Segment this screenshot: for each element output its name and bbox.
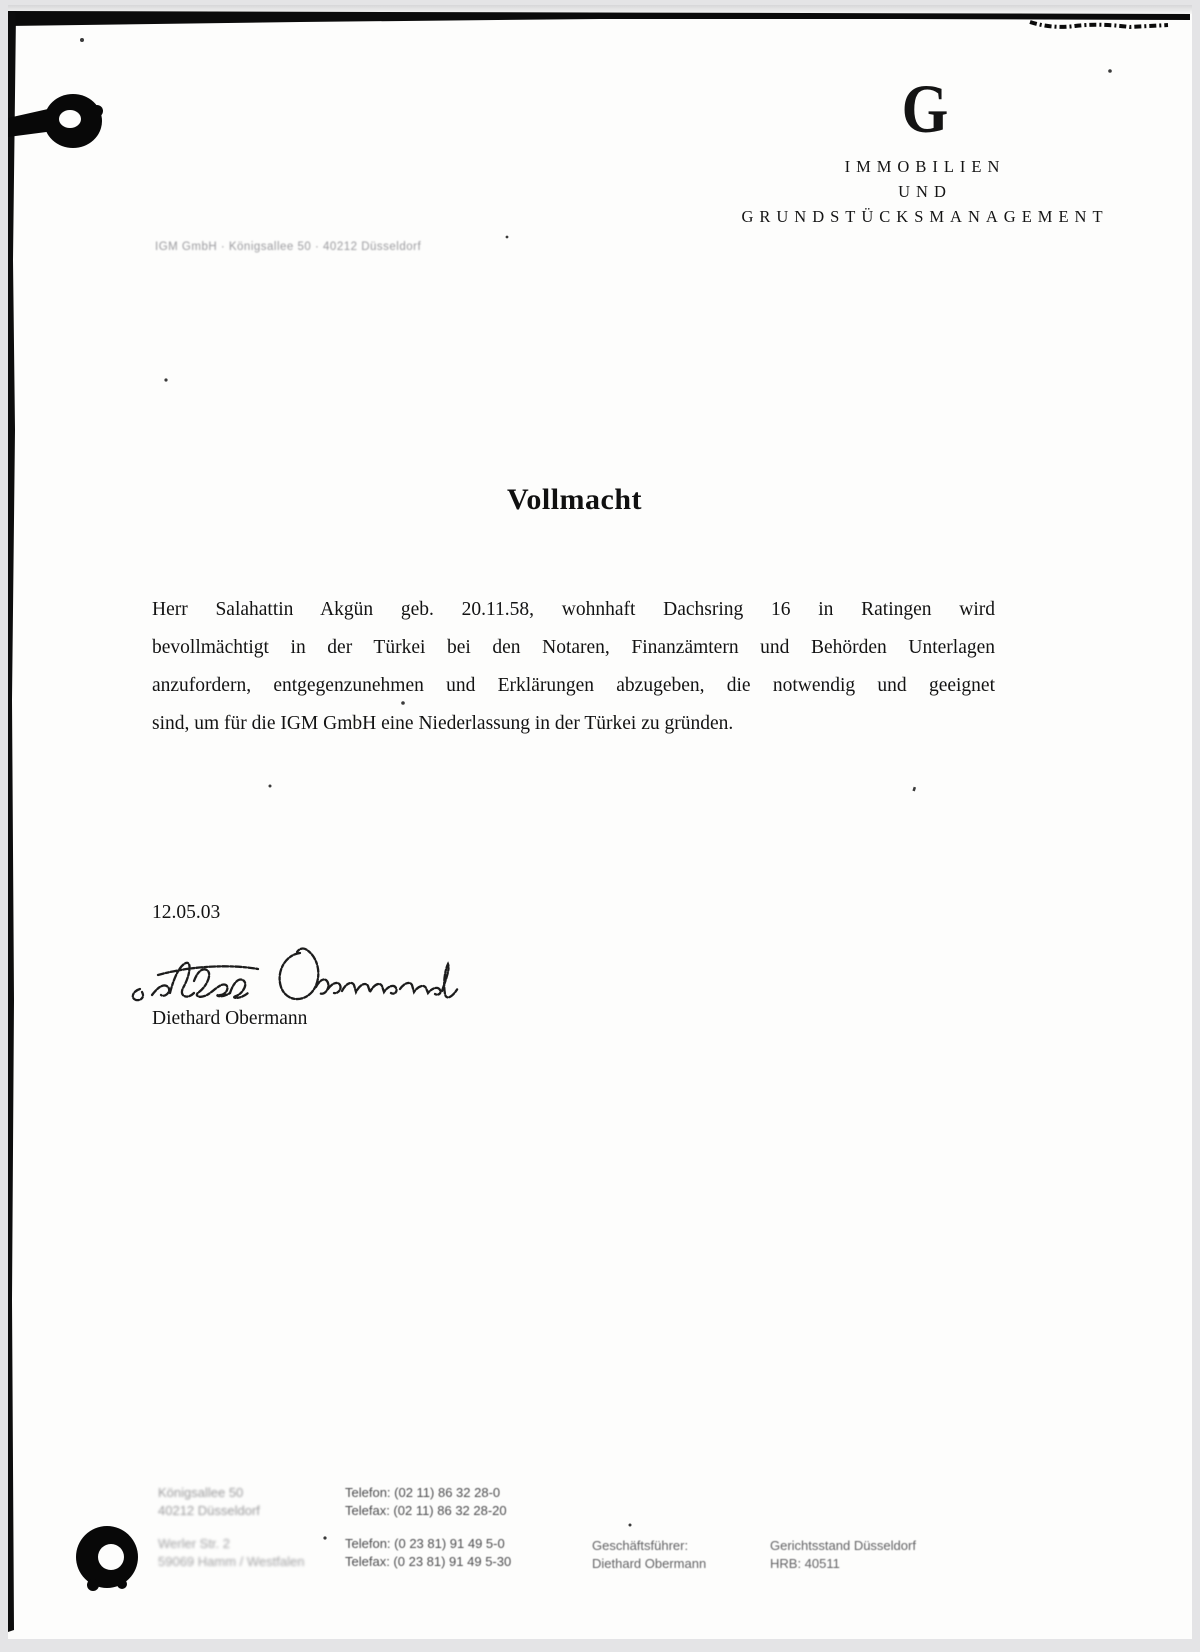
footer [8,5,1192,1639]
footer-phone-hamm-line1: Telefon: (0 23 81) 91 49 5-0 [345,1536,505,1551]
footer-management [592,1537,706,1572]
footer-court [770,1537,916,1572]
footer-address-duesseldorf-line2: 40212 Düsseldorf [158,1502,260,1518]
footer-management-name: Diethard Obermann [592,1555,707,1571]
footer-management-label: Geschäftsführer: [592,1538,689,1553]
body-line-4: sind, um für die IGM GmbH eine Niederlassung in der Türkei zu gründen. [152,713,734,734]
footer-phone-duesseldorf [345,1484,507,1519]
company-logo-g: G [901,71,949,147]
footer-address-duesseldorf [158,1484,260,1519]
body-line-2: bevollmächtigt in der Türkei bei den Notaren, Finanzämtern und Behörden Unterlagen [152,637,995,658]
footer-address-hamm [158,1535,304,1570]
footer-address-hamm-line1: Werler Str. 2 [158,1536,231,1551]
document-title: Vollmacht [506,483,643,516]
body-line-3: anzufordern, entgegenzunehmen und Erklärungen abzugeben, die notwendig und geeignet [152,675,995,696]
footer-court-line1: Gerichtsstand Düsseldorf [770,1538,916,1553]
footer-address-duesseldorf-line1: Königsallee 50 [158,1485,244,1500]
footer-phone-duesseldorf-line2: Telefax: (02 11) 86 32 28-20 [345,1502,507,1518]
footer-phone-hamm [345,1535,511,1570]
letterhead-line-2: UND [898,182,952,201]
signatory-name: Diethard Obermann [152,1008,308,1029]
body-line-1: Herr Salahattin Akgün geb. 20.11.58, wohnhaft Dachsring 16 in Ratingen wird [152,599,995,620]
footer-address-hamm-line2: 59069 Hamm / Westfalen [158,1553,305,1569]
document-page [8,5,1192,1639]
letterhead-line-1: IMMOBILIEN [844,157,1006,176]
date: 12.05.03 [152,902,221,923]
footer-court-line2: HRB: 40511 [770,1555,840,1571]
footer-phone-duesseldorf-line1: Telefon: (02 11) 86 32 28-0 [345,1485,501,1500]
sender-address-line: IGM GmbH · Königsallee 50 · 40212 Düsseldorf [155,241,422,253]
footer-phone-hamm-line2: Telefax: (0 23 81) 91 49 5-30 [345,1553,512,1569]
letterhead-line-3: GRUNDSTÜCKSMANAGEMENT [741,207,1109,226]
